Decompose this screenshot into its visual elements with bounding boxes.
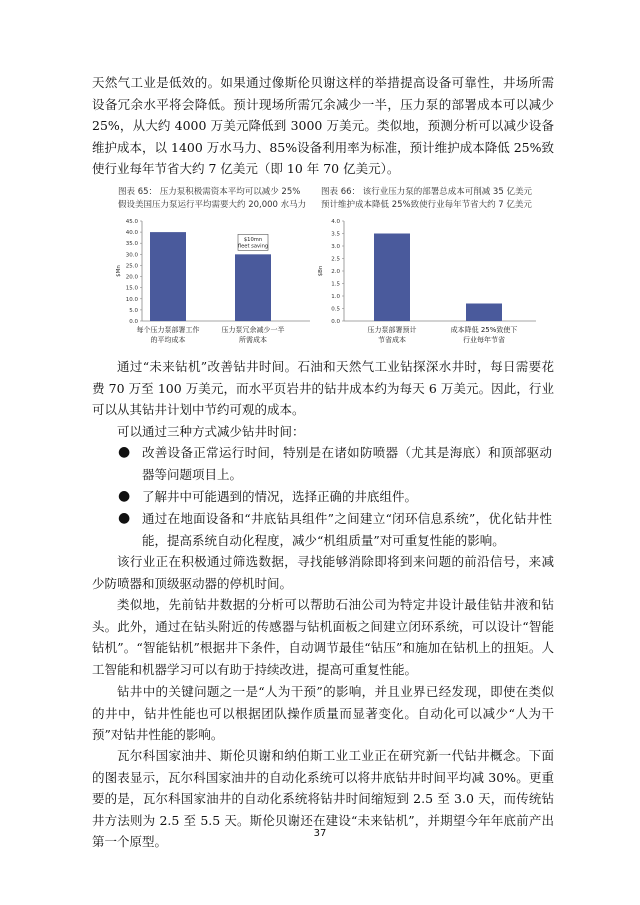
y-tick-label: 3.0 (331, 244, 340, 250)
bullet-item: 改善设备正常运行时间，特别是在诸如防喷器（尤其是海底）和顶部驱动器等问题项目上。 (142, 445, 552, 482)
bullet-marker: ● (118, 510, 131, 526)
x-category-label: 压力泵冗余减少一半 (221, 326, 285, 334)
x-category-label: 压力泵部署预计 (367, 326, 417, 334)
page-number: 37 (313, 828, 327, 839)
y-tick-label: 0.0 (331, 319, 340, 325)
chart2-bar-chart (316, 215, 546, 350)
y-tick-label: 40.0 (125, 230, 138, 237)
y-tick-label: 30.0 (125, 252, 138, 259)
paragraph-nabors: 瓦尔科国家油井、斯伦贝谢和纳伯斯工业工业正在研究新一代钻井概念。下面的图表显示，瓦尔科国家油井的自动化系统可以将井底钻井时间平均减 30%。更重要的是，瓦尔科国家油井的自动化系统将钻井时间缩短到 2.5 至 3.0 天，而传统钻井方法则为 2.5 至 5.5 天。斯伦贝谢还在建设“未来钻机”，并期望今年年底前产出第一个原型。 (92, 748, 554, 849)
x-category-label: 的平均成本 (150, 336, 186, 344)
bar (374, 234, 410, 322)
annotation-label: $10mn (243, 236, 263, 243)
y-tick-label: 1.5 (331, 281, 340, 288)
bullet-marker: ● (118, 444, 131, 460)
paragraph-future-rig: 通过“未来钻机”改善钻井时间。石油和天然气工业钻探深水井时，每日需要花费 70 万至 100 万美元，而水平页岩井的钻井成本约为每天 6 万美元。因此，行业可以从其钻井计划中节约可观的成本。 (92, 359, 554, 417)
bar (150, 232, 186, 321)
y-tick-label: 3.5 (331, 231, 340, 238)
x-category-label: 行业每年节省 (463, 336, 505, 344)
chart1-caption-line1: 图表 65： 压力泵积极需资本平均可以减少 25% (118, 187, 301, 197)
bar (466, 304, 502, 322)
y-tick-label: 20.0 (125, 274, 138, 281)
y-tick-label: 4.0 (331, 219, 340, 225)
bullet-marker: ● (118, 488, 131, 504)
y-tick-label: 2.5 (331, 256, 340, 263)
chart2-caption-line1: 图表 66： 该行业压力泵的部署总成本可削减 35 亿美元 (321, 187, 532, 197)
x-category-label: 每个压力泵部署工作 (136, 326, 200, 334)
paragraph-early-warning: 该行业正在积极通过筛选数据，寻找能够消除即将到来问题的前沿信号，来减少防喷器和顶级驱动器的停机时间。 (92, 554, 554, 591)
chart2-caption-line2: 预计维护成本降低 25%致使行业每年节省大约 7 亿美元 (321, 200, 532, 210)
y-tick-label: 45.0 (125, 219, 138, 225)
y-tick-label: 35.0 (125, 241, 138, 248)
chart1-bar-chart (110, 215, 320, 350)
bar (235, 254, 271, 321)
y-axis-label: $Bn (318, 265, 324, 277)
y-tick-label: 1.0 (331, 294, 340, 300)
paragraph-similarly: 类似地，先前钻井数据的分析可以帮助石油公司为特定井设计最佳钻井液和钻头。此外，通过在钻头附近的传感器与钻机面板之间建立闭环系统，可以设计“智能钻机”。“智能钻机”根据井下条件，自动调节最佳“钻压”和施加在钻机上的扭矩。人工智能和机器学习可以有助于持续改进，提高可重复性能。 (92, 597, 554, 677)
y-tick-label: 15.0 (125, 285, 138, 292)
y-tick-label: 25.0 (125, 263, 138, 270)
y-tick-label: 10.0 (125, 296, 138, 303)
x-category-label: 节省成本 (378, 336, 406, 344)
y-tick-label: 0.5 (331, 306, 340, 313)
bullet-item: 了解井中可能遇到的情况，选择正确的井底组件。 (142, 489, 418, 504)
y-tick-label: 2.0 (331, 269, 340, 275)
chart1-caption-line2: 假设美国压力泵运行平均需要大约 20,000 水马力 (118, 200, 307, 210)
paragraph-three-ways: 可以通过三种方式减少钻井时间： (117, 424, 305, 439)
paragraph-human-factor: 钻井中的关键问题之一是“人为干预”的影响，并且业界已经发现，即使在类似的井中，钻井性能也可以根据团队操作质量而显著变化。自动化可以减少“人为干预”对钻井性能的影响。 (92, 684, 554, 742)
y-axis-label: $Mn (116, 265, 122, 277)
annotation-label: fleet saving (237, 243, 269, 250)
bullet-item: 通过在地面设备和“井底钻具组件”之间建立“闭环信息系统”，优化钻井性能，提高系统自动化程度，减少“机组质量”对可重复性能的影响。 (142, 511, 552, 548)
x-category-label: 所需成本 (239, 336, 267, 344)
paragraph-intro: 天然气工业是低效的。如果通过像斯伦贝谢这样的举措提高设备可靠性，井场所需设备冗余水平将会降低。预计现场所需冗余减少一半，压力泵的部署成本可以减少 25%，从大约 4000 万美元降低到 3000 万美元。类似地，预测分析可以减少设备维护成本，以 1400 万水马力、85%设备利用率为标准，预计维护成本降低 25%致使行业每年节省大约 7 亿美元（即 10 年 70 亿美元）。 (92, 75, 554, 176)
y-tick-label: 0.0 (129, 319, 138, 325)
y-tick-label: 5.0 (129, 307, 138, 314)
x-category-label: 成本降低 25%致使下 (450, 326, 518, 334)
